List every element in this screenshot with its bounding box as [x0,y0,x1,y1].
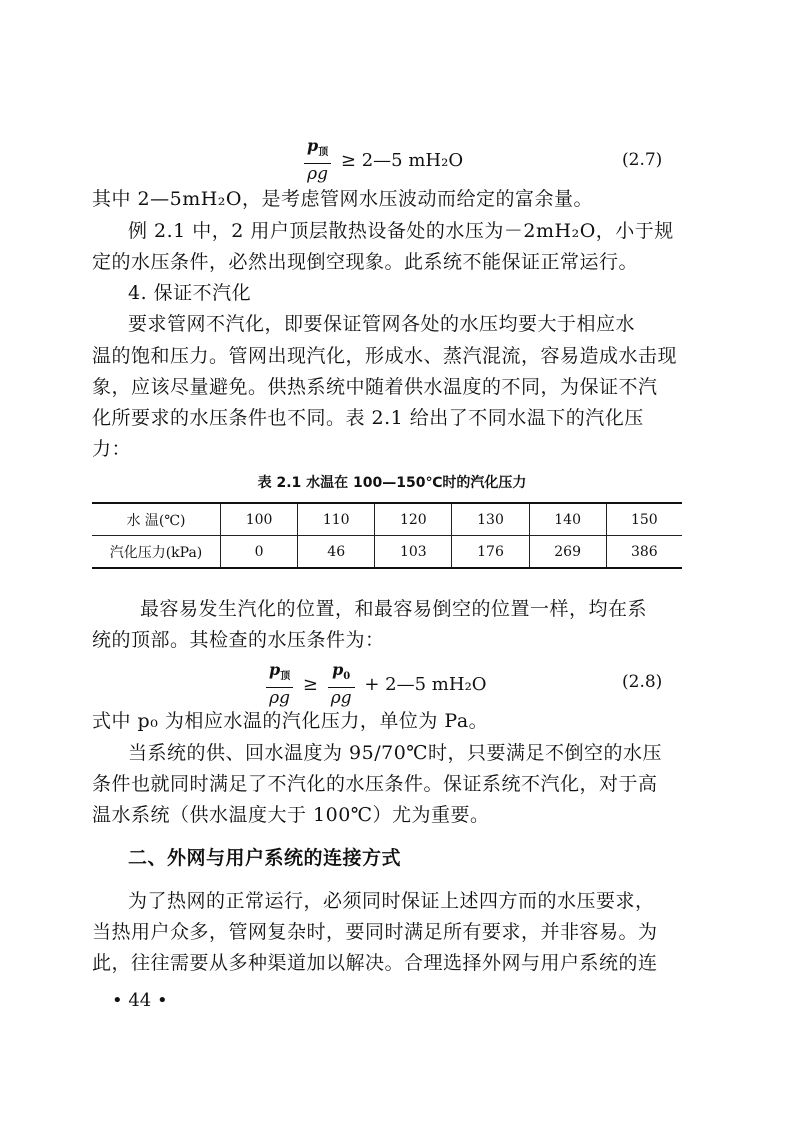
section-heading: 4. 保证不汽化 [128,282,252,304]
denominator: ρg [328,687,355,708]
table-cell: 120 [375,503,452,536]
text-line: 温水系统（供水温度大于 100℃）尤为重要。 [92,804,490,826]
numerator-subscript: 0 [343,671,351,683]
text-line: 当系统的供、回水温度为 95/70℃时，只要满足不倒空的水压 [128,742,663,764]
table-row [92,536,682,569]
equation-2-7 [300,136,463,184]
text-line: 当热用户众多，管网复杂时，要同时满足所有要求，并非容易。为 [92,921,658,943]
text-line: 象，应该尽量避免。供热系统中随着供水温度的不同，为保证不汽 [92,376,658,398]
text-line: 条件也就同时满足了不汽化的水压条件。保证系统不汽化，对于高 [92,773,658,795]
text-line: 化所要求的水压条件也不同。表 2.1 给出了不同水温下的汽化压 [92,407,644,429]
table-cell: 46 [298,536,375,569]
row-label: 汽化压力(kPa) [92,536,221,569]
fraction [328,660,355,708]
row-label: 水 温(℃) [92,503,221,536]
equation-rhs: + 2—5 mH₂O [364,673,487,695]
equation-number: (2.7) [622,150,663,170]
inequality-sign: ≥ [302,673,319,695]
text-line: 为了热网的正常运行，必须同时保证上述四方而的水压要求， [128,890,655,912]
table-caption: 表 2.1 水温在 100—150℃时的汽化压力 [257,475,527,491]
text-line: 定的水压条件，必然出现倒空现象。此系统不能保证正常运行。 [92,251,639,273]
table-cell: 140 [529,503,606,536]
text-line: 其中 2—5mH₂O，是考虑管网水压波动而给定的富余量。 [92,188,593,210]
section-heading: 二、外网与用户系统的连接方式 [128,847,402,869]
numerator-subscript: 顶 [318,147,329,159]
text-line: 要求管网不汽化，即要保证管网各处的水压均要大于相应水 [128,313,636,335]
equation-rhs: ≥ 2—5 mH₂O [340,149,464,171]
table-cell: 130 [452,503,529,536]
numerator: p [332,660,344,679]
text-line: 力： [92,438,132,460]
equation-number: (2.8) [622,672,663,692]
table-row [92,503,682,536]
table-cell: 103 [375,536,452,569]
denominator: ρg [266,687,293,708]
numerator: p [307,136,319,155]
vaporization-pressure-table [92,502,682,569]
text-line: 温的饱和压力。管网出现汽化，形成水、蒸汽混流，容易造成水击现 [92,345,678,367]
fraction [304,136,331,184]
table-cell: 110 [298,503,375,536]
page-number: • 44 • [112,990,168,1011]
table-cell: 269 [529,536,606,569]
fraction [266,660,293,708]
text-line: 此，往往需要从多种渠道加以解决。合理选择外网与用户系统的连 [92,952,658,974]
text-line: 最容易发生汽化的位置，和最容易倒空的位置一样，均在系 [140,598,648,620]
table-cell: 150 [606,503,682,536]
text-line: 式中 p₀ 为相应水温的汽化压力，单位为 Pa。 [92,710,489,732]
table-cell: 176 [452,536,529,569]
equation-2-8 [262,660,487,708]
table-cell: 100 [221,503,298,536]
table-cell: 0 [221,536,298,569]
text-line: 统的顶部。其检查的水压条件为： [92,629,385,651]
denominator: ρg [304,163,331,184]
numerator-subscript: 顶 [280,671,291,683]
text-line: 例 2.1 中，2 用户顶层散热设备处的水压为－2mH₂O，小于规 [128,220,674,242]
numerator: p [269,660,281,679]
table-cell: 386 [606,536,682,569]
